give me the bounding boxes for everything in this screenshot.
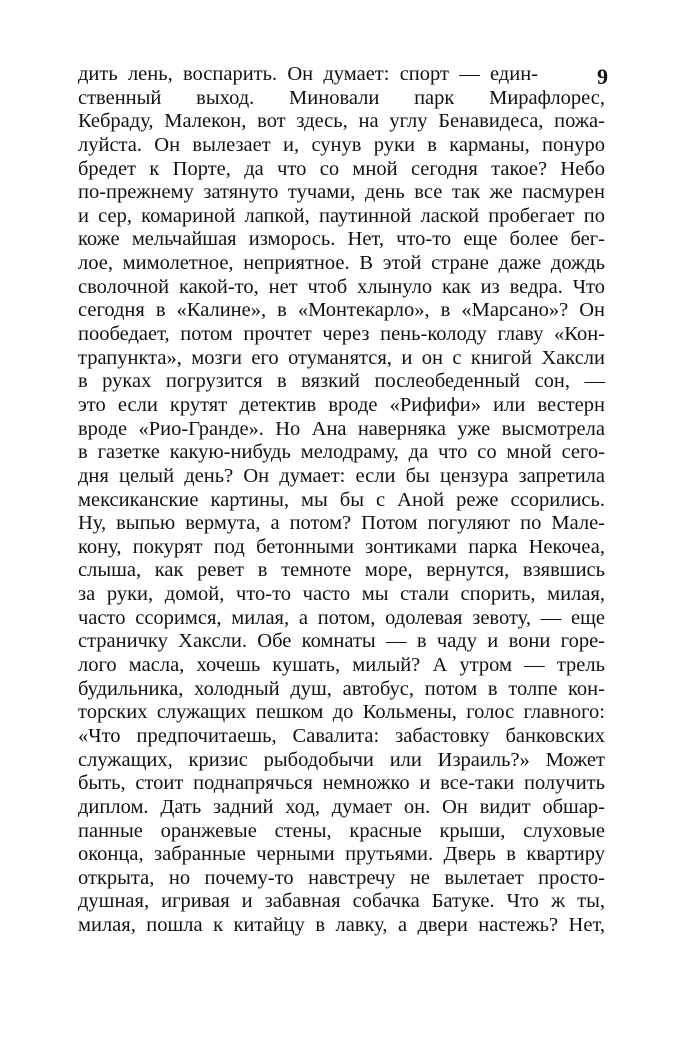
text-line: в газетке какую-нибудь мелодраму, да что со мной сего- (78, 441, 605, 464)
text-line: сегодня в «Калине», в «Монтекарло», в «Марсано»? Он (78, 299, 605, 322)
text-line: трапункта», мозги его отуманятся, и он с книгой Хаксли (78, 346, 605, 369)
text-line: панные оранжевые стены, красные крыши, слуховые (78, 819, 605, 842)
text-line: луйста. Он вылезает и, сунув руки в карманы, понуро (78, 133, 605, 156)
text-line: кону, покурят под бетонными зонтиками парка Некочеа, (78, 535, 605, 558)
text-line: коже мельчайшая изморось. Нет, что-то еще более бег- (78, 228, 605, 251)
text-line: Кебраду, Малекон, вот здесь, на углу Бенавидеса, пожа- (78, 110, 605, 133)
text-line: сволочной какой-то, нет чтоб хлынуло как из ведра. Что (78, 275, 605, 298)
text-line: это если крутят детектив вроде «Рифифи» или вестерн (78, 393, 605, 416)
text-line: будильника, холодный душ, автобус, потом в толпе кон- (78, 677, 605, 700)
text-line: слыша, как ревет в темноте море, вернутся, взявшись (78, 559, 605, 582)
text-line: милая, пошла к китайцу в лавку, а двери настежь? Нет, (78, 914, 605, 937)
text-line: часто ссоримся, милая, а потом, одолевая зевоту, — еще (78, 606, 605, 629)
text-line: «Что предпочитаешь, Савалита: забастовку банковских (78, 724, 605, 747)
text-line: оконца, забранные черными прутьями. Дверь в квартиру (78, 843, 605, 866)
text-line: быть, стоит поднапрячься немножко и все-таки получить (78, 772, 605, 795)
text-line: в руках погрузится в вязкий послеобеденный сон, — (78, 370, 605, 393)
text-line: по-прежнему затянуто тучами, день все так же пасмурен (78, 181, 605, 204)
text-line: вроде «Рио-Гранде». Но Ана наверняка уже высмотрела (78, 417, 605, 440)
text-line: душная, игривая и забавная собачка Батуке. Что ж ты, (78, 890, 605, 913)
text-line: пообедает, потом прочтет через пень-колоду главу «Кон- (78, 323, 605, 346)
text-line: служащих, кризис рыбодобычи или Израиль?» Может (78, 748, 605, 771)
text-line: ственный выход. Миновали парк Мирафлорес, (78, 86, 605, 109)
text-line: за руки, домой, что-то часто мы стали спорить, милая, (78, 583, 605, 606)
text-line: Ну, выпью вермута, а потом? Потом погуляют по Мале- (78, 512, 605, 535)
text-line: открыта, но почему-то навстречу не вылетает просто- (78, 866, 605, 889)
text-line: и сер, комариной лапкой, паутинной лаской пробегает по (78, 204, 605, 227)
text-line: торских служащих пешком до Кольмены, голос главного: (78, 701, 605, 724)
page-number: 9 (597, 64, 608, 89)
text-line: дить лень, воспарить. Он думает: спорт — един- (78, 63, 538, 85)
text-line: бредет к Порте, да что со мной сегодня такое? Небо (78, 157, 605, 180)
text-line: страничку Хаксли. Обе комнаты — в чаду и вони горе- (78, 630, 605, 653)
text-line: лого масла, хочешь кушать, милый? А утром — трель (78, 654, 605, 677)
body-text (78, 63, 605, 938)
text-line: лое, мимолетное, неприятное. В этой стране даже дождь (78, 252, 605, 275)
text-line: мексиканские картины, мы бы с Аной реже ссорились. (78, 488, 605, 511)
text-line: диплом. Дать задний ход, думает он. Он видит обшар- (78, 795, 605, 818)
text-line: дня целый день? Он думает: если бы цензура запретила (78, 464, 605, 487)
